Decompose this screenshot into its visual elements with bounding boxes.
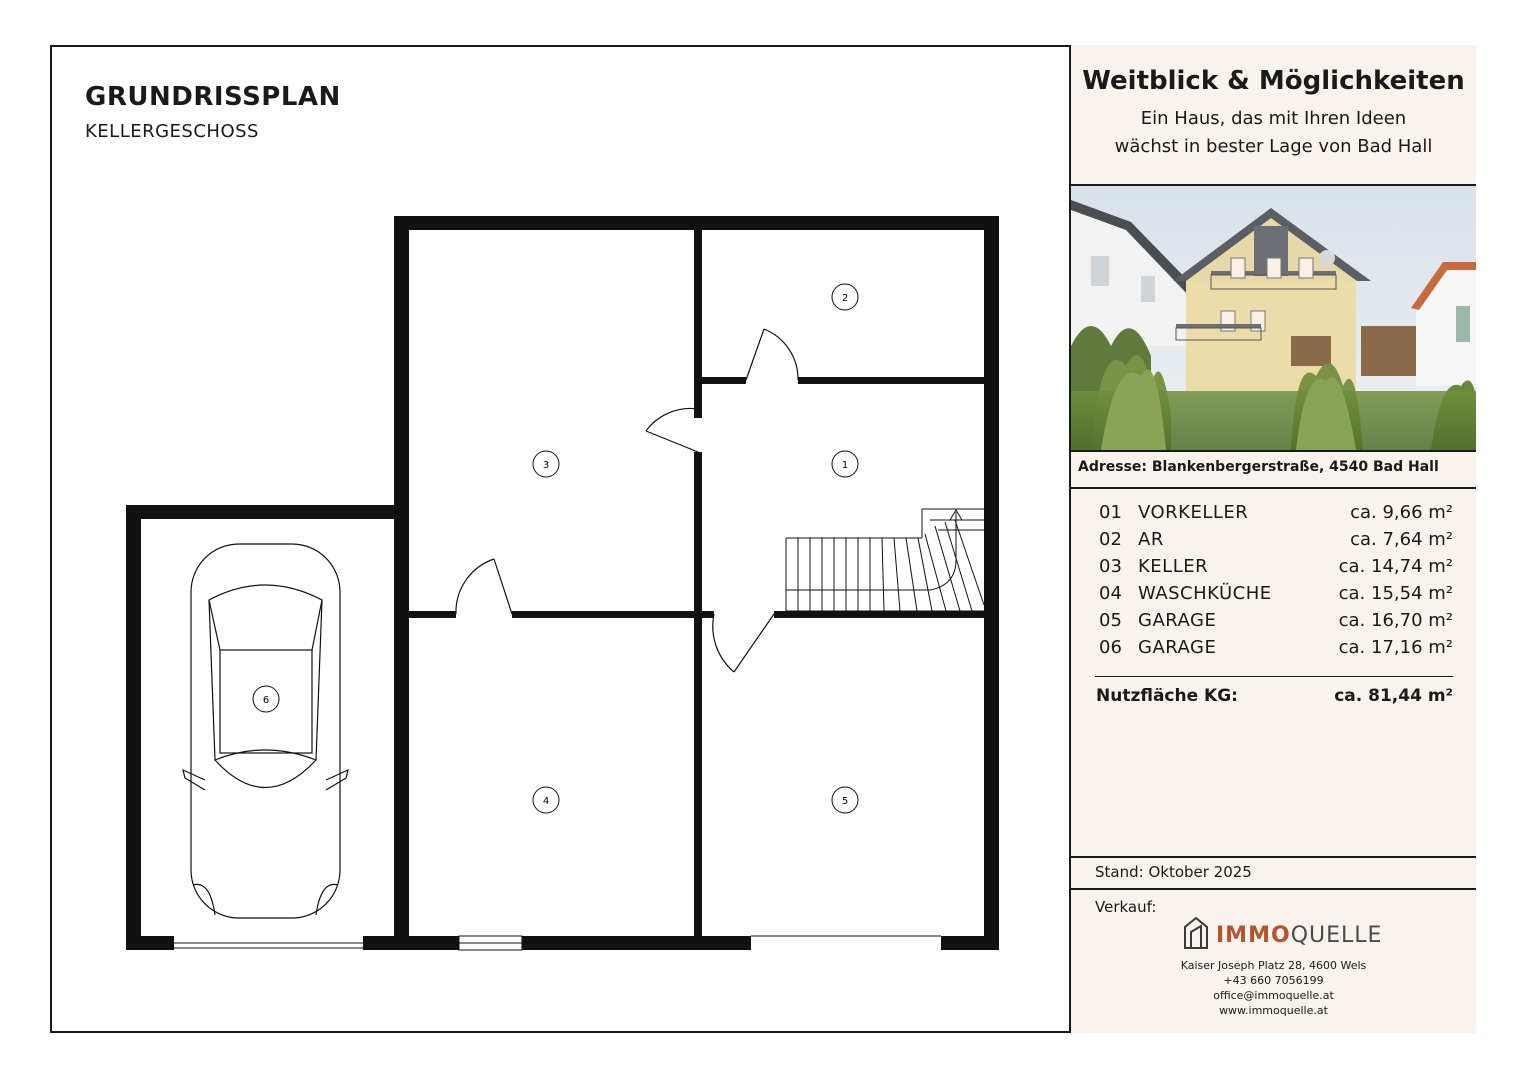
svg-text:6: 6: [262, 695, 270, 706]
room-marker-6: [253, 686, 279, 712]
door-leaf-3-4: [494, 559, 512, 614]
room-row: [1095, 583, 1455, 610]
contact-email[interactable]: office@immoquelle.at: [1213, 989, 1334, 1002]
room-marker-1: [832, 451, 858, 477]
wall-left-main: [394, 216, 409, 950]
door-leaf-3-1: [646, 431, 698, 452]
room-name: GARAGE: [1138, 637, 1217, 658]
room-markers: [253, 284, 858, 813]
wall-interior-v2: [694, 390, 702, 418]
door-arc-3-4: [456, 559, 494, 614]
wall-h-2-1-b: [798, 377, 998, 384]
room-number: 06: [1099, 637, 1122, 658]
plan-subtitle: KELLERGESCHOSS: [85, 121, 259, 142]
svg-text:5: 5: [841, 796, 849, 807]
tagline-line-1: Ein Haus, das mit Ihren Ideen: [1140, 108, 1407, 129]
door-leaf-1-5: [734, 614, 774, 672]
wall-bottom-2: [363, 936, 459, 950]
room-row: [1095, 529, 1455, 556]
contact-phone[interactable]: +43 660 7056199: [1223, 974, 1324, 987]
wall-h-3-4-a: [401, 611, 456, 618]
door-arc-1-5: [713, 614, 734, 672]
wall-garage6-top: [126, 505, 401, 519]
room-name: WASCHKÜCHE: [1138, 583, 1272, 604]
room-marker-3: [533, 451, 559, 477]
door-arc-2-1: [764, 329, 798, 380]
wall-interior-v1: [694, 216, 702, 390]
room-marker-2: [832, 284, 858, 310]
divider: [1069, 856, 1476, 858]
room-name: KELLER: [1138, 556, 1209, 577]
room-name: AR: [1138, 529, 1164, 550]
car-icon: [183, 544, 348, 918]
address: Adresse: Blankenbergerstraße, 4540 Bad Hall: [1078, 459, 1439, 475]
room-row: [1095, 610, 1455, 637]
total-divider: [1095, 676, 1453, 677]
room-area: ca. 7,64 m²: [1350, 529, 1453, 550]
house-photo: [1071, 186, 1476, 450]
divider: [1069, 888, 1476, 890]
room-row: [1095, 502, 1455, 529]
room-number: 02: [1099, 529, 1122, 550]
status-date: Stand: Oktober 2025: [1095, 863, 1252, 881]
room-number: 04: [1099, 583, 1122, 604]
tagline-line-2: wächst in bester Lage von Bad Hall: [1114, 136, 1433, 157]
room-row: [1095, 637, 1455, 664]
door-arc-3-1: [646, 408, 698, 431]
svg-text:2: 2: [841, 293, 849, 304]
immoquelle-logo: [1182, 915, 1382, 955]
wall-h-3-4-b: [512, 611, 699, 618]
wall-interior-v3: [694, 452, 702, 942]
wall-h-1-5-b: [774, 611, 998, 618]
room-number: 01: [1099, 502, 1122, 523]
contact-website[interactable]: www.immoquelle.at: [1219, 1004, 1328, 1017]
room-row: [1095, 556, 1455, 583]
wall-right: [984, 216, 999, 950]
room-area: ca. 16,70 m²: [1338, 610, 1453, 631]
plan-title: GRUNDRISSPLAN: [85, 82, 341, 112]
wall-bottom-3: [522, 936, 751, 950]
room-area: ca. 14,74 m²: [1338, 556, 1453, 577]
total-value: ca. 81,44 m²: [1334, 686, 1453, 706]
contact-address: Kaiser Joseph Platz 28, 4600 Wels: [1180, 959, 1367, 972]
room-marker-5: [832, 787, 858, 813]
room-area: ca. 9,66 m²: [1350, 502, 1453, 523]
room-marker-4: [533, 787, 559, 813]
sales-label: Verkauf:: [1095, 898, 1157, 916]
total-label: Nutzfläche KG:: [1096, 686, 1238, 706]
room-number: 05: [1099, 610, 1122, 631]
staircase: [786, 509, 984, 611]
wall-bottom-4: [941, 936, 999, 950]
svg-text:4: 4: [542, 796, 550, 807]
wall-h-2-1-a: [694, 377, 746, 384]
logo-wordmark: IMMOQUELLE: [1216, 923, 1383, 948]
wall-bottom-1: [126, 936, 174, 950]
headline: Weitblick & Möglichkeiten: [1082, 66, 1465, 96]
svg-text:1: 1: [841, 460, 849, 471]
room-name: VORKELLER: [1138, 502, 1249, 523]
house-logo-icon: [1182, 915, 1210, 951]
divider: [1069, 487, 1476, 489]
door-swings: [456, 329, 798, 672]
walls: [126, 216, 999, 950]
wall-h-1-5-a: [698, 611, 714, 618]
room-name: GARAGE: [1138, 610, 1217, 631]
divider: [1069, 450, 1476, 452]
room-area: ca. 17,16 m²: [1338, 637, 1453, 658]
room-list: [1095, 502, 1455, 664]
room-number: 03: [1099, 556, 1122, 577]
wall-garage6-left: [126, 505, 141, 950]
room-area: ca. 15,54 m²: [1338, 583, 1453, 604]
svg-text:3: 3: [542, 460, 550, 471]
door-leaf-2-1: [746, 329, 764, 380]
